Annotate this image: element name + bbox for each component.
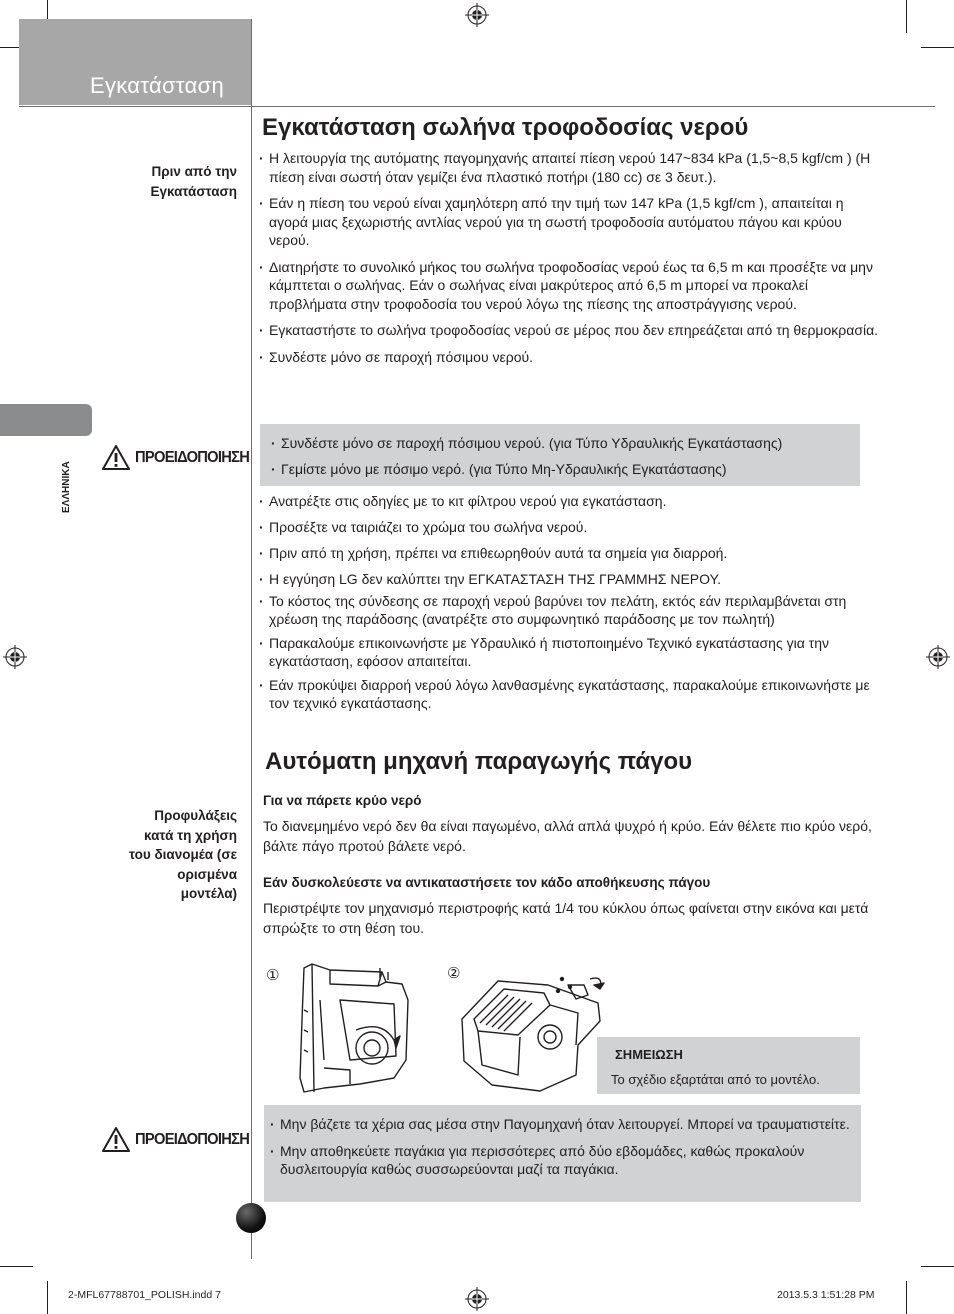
registration-mark-icon (3, 645, 27, 669)
list-item: · Εγκαταστήστε το σωλήνα τροφοδοσίας νερού σε μέρος που δεν επηρεάζεται από τη θερμοκρασία. (259, 321, 879, 340)
warning-triangle-icon (101, 1126, 131, 1153)
warning-item: · Μην βάζετε τα χέρια σας μέσα στην Παγομηχανή όταν λειτουργεί. Μπορεί να τραυματιστείτε. (270, 1115, 850, 1134)
crop-mark (921, 47, 954, 48)
subheading-ice-bin: Εάν δυσκολεύεστε να αντικαταστήσετε τον κάδο αποθήκευσης πάγου (263, 875, 711, 890)
ice-maker-illustration-icon (290, 960, 420, 1098)
list-item: · Πριν από τη χρήση, πρέπει να επιθεωρηθούν αυτά τα σημεία για διαρροή. (259, 544, 879, 563)
figure-number-1: ① (266, 967, 280, 984)
subheading-cold-water: Για να πάρετε κρύο νερό (263, 793, 422, 808)
list-item: · Διατηρήστε το συνολικό μήκος του σωλήνα τροφοδοσίας νερού έως τα 6,5 m και προσέξτε να μην κάμπτεται ο σωλήνας. Εάν ο σωλήνας είναι μακρύτερος από 6,5 m μπορεί να προκαλεί προβλήματα στην τροφοδοσία του νερού λόγω της πίεσης της αποστράγγισης νερού. (259, 258, 879, 314)
footer-datetime: 2013.5.3 1:51:28 PM (777, 1289, 875, 1301)
registration-mark-icon (926, 645, 950, 669)
paragraph-ice-bin: Περιστρέψτε τον μηχανισμό περιστροφής κατά 1/4 του κύκλου όπως φαίνεται στην εικόνα και μετά σπρώξτε το στη θέση του. (263, 900, 869, 936)
warning-item: · Γεμίστε μόνο με πόσιμο νερό. (για Τύπο Μη-Υδραυλικής Εγκατάστασης) (271, 460, 856, 479)
list-item: · Το κόστος της σύνδεσης σε παροχή νερού βαρύνει τον πελάτη, εκτός εάν περιλαμβάνεται στη χρέωση της παράδοσης (ανατρέξτε στο συμφωνητικό παράδοσης με τον πωλητή) (259, 592, 879, 629)
warning-box (260, 424, 860, 486)
warning-box (264, 1105, 861, 1202)
crop-mark (0, 1266, 33, 1267)
list-item: · Εάν προκύψει διαρροή νερού λόγω λανθασμένης εγκατάστασης, παρακαλούμε επικοινωνήστε με τον τεχνικό εγκατάστασης. (259, 676, 879, 713)
note-title: ΣΗΜΕΙΩΣΗ (615, 1047, 683, 1062)
registration-mark-icon (465, 3, 489, 27)
list-item: · Ανατρέξτε στις οδηγίες με το κιτ φίλτρου νερού για εγκατάσταση. (259, 492, 879, 511)
warning-label: ΠΡΟΕΙΔΟΠΟΙΗΣΗ (101, 1126, 259, 1153)
list-item: · Συνδέστε μόνο σε παροχή πόσιμου νερού. (259, 348, 879, 367)
registration-mark-icon (465, 1287, 489, 1311)
crop-mark (921, 1266, 954, 1267)
list-item: · Η εγγύηση LG δεν καλύπτει την ΕΓΚΑΤΑΣΤΑΣΗ ΤΗΣ ΓΡΑΜΜΗΣ ΝΕΡΟΥ. (259, 570, 879, 589)
language-label: ΕΛΛΗΝΙΚΑ (61, 461, 72, 513)
warning-item: · Μην αποθηκεύετε παγάκια για περισσότερες από δύο εβδομάδες, καθώς προκαλούν δυσλειτουργία καθώς συσσωρεύονται μαζί τα παγάκια. (270, 1142, 850, 1179)
page-marker-dot (236, 1203, 266, 1233)
warning-triangle-icon (101, 444, 131, 471)
side-label-dispenser-precautions: Προφυλάξεις κατά τη χρήση του διανομέα (σε ορισμένα μοντέλα) (128, 808, 237, 901)
section-title-ice-maker: Αυτόματη μηχανή παραγωγής πάγου (265, 748, 693, 775)
column-divider (251, 19, 252, 1259)
header-title: Εγκατάσταση (90, 73, 225, 98)
paragraph-cold-water: Το διανεμημένο νερό δεν θα είναι παγωμένο, αλλά απλά ψυχρό ή κρύο. Εάν θέλετε πιο κρύο νερό, βάλτε πάγο προτού βάλετε νερό. (263, 818, 872, 854)
ice-bin-illustration-icon (458, 965, 608, 1095)
crop-mark (906, 0, 907, 33)
note-box (597, 1037, 860, 1094)
section-title-water-supply: Εγκατάσταση σωλήνα τροφοδοσίας νερού (262, 114, 749, 141)
list-item: · Εάν η πίεση του νερού είναι χαμηλότερη από την τιμή των 147 kPa (1,5 kgf/cm ), απαιτείται η αγορά μιας ξεχωριστής αντλίας νερού για τη σωστή τροφοδοσία αυτόματου πάγου και κρύου νερού. (259, 194, 879, 250)
crop-mark (906, 1281, 907, 1314)
figure-number-2: ② (447, 965, 461, 982)
crop-mark (47, 1281, 48, 1314)
header-rule (19, 106, 935, 107)
list-item: · Προσέξτε να ταιριάζει το χρώμα του σωλήνα νερού. (259, 518, 879, 537)
note-text: Το σχέδιο εξαρτάται από το μοντέλο. (611, 1072, 820, 1087)
warning-item: · Συνδέστε μόνο σε παροχή πόσιμου νερού. (για Τύπο Υδραυλικής Εγκατάστασης) (271, 434, 856, 453)
list-item: · Η λειτουργία της αυτόματης παγομηχανής απαιτεί πίεση νερού 147~834 kPa (1,5~8,5 kgf/cm ) (Η πίεση είναι σωστή όταν γεμίζει ένα πλαστικό ποτήρι (180 cc) σε 3 δευτ.). (259, 149, 879, 186)
footer-file: 2-MFL67788701_POLISH.indd 7 (68, 1289, 221, 1301)
warning-label: ΠΡΟΕΙΔΟΠΟΙΗΣΗ (101, 444, 259, 471)
install-notes-bullets (259, 492, 879, 720)
language-tab (0, 404, 92, 436)
side-label-before-install: Πριν από την Εγκατάσταση (150, 164, 237, 199)
pre-install-bullets (259, 149, 879, 374)
list-item: · Παρακαλούμε επικοινωνήστε με Υδραυλικό ή πιστοποιημένο Τεχνικό εγκατάστασης για την εγκατάσταση, εφόσον απαιτείται. (259, 634, 879, 671)
